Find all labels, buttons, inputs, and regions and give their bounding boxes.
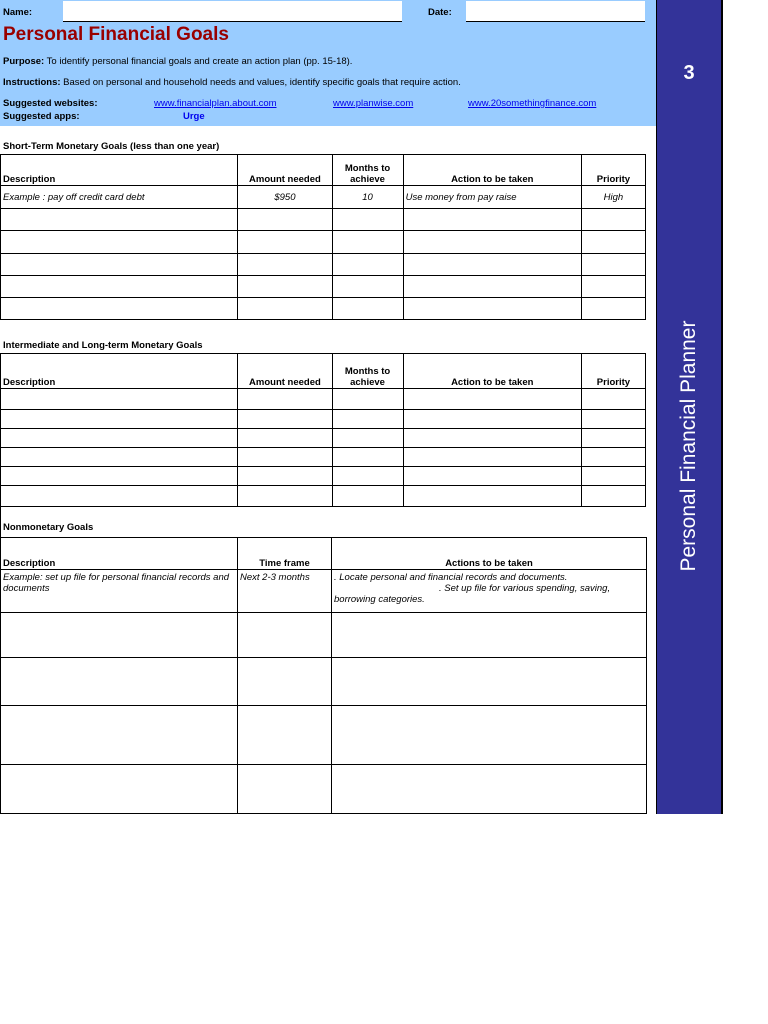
short-term-title: Short-Term Monetary Goals (less than one year) <box>3 141 220 152</box>
purpose-line <box>3 56 643 67</box>
example-description[interactable]: Example : pay off credit card debt <box>1 186 238 209</box>
cell[interactable] <box>238 613 332 658</box>
column-header: Months to achieve <box>332 354 403 389</box>
instructions-label: Instructions: <box>3 77 61 88</box>
cell[interactable] <box>403 486 581 507</box>
cell[interactable] <box>403 231 581 254</box>
cell[interactable] <box>1 209 238 231</box>
cell[interactable] <box>238 276 332 298</box>
cell[interactable] <box>332 254 403 276</box>
cell[interactable] <box>403 254 581 276</box>
table-row <box>1 429 646 448</box>
example-amount[interactable]: $950 <box>238 186 332 209</box>
long-term-title: Intermediate and Long-term Monetary Goals <box>3 340 203 351</box>
long-term-table <box>0 353 646 507</box>
nonmonetary-table <box>0 537 647 814</box>
cell[interactable] <box>581 231 645 254</box>
cell[interactable] <box>332 448 403 467</box>
table-row <box>1 658 647 706</box>
cell[interactable] <box>1 486 238 507</box>
column-header: Time frame <box>238 538 332 570</box>
cell[interactable] <box>332 276 403 298</box>
cell[interactable] <box>403 209 581 231</box>
date-label: Date: <box>428 7 452 18</box>
table-header-row <box>1 354 646 389</box>
website-link-20somethingfinance[interactable]: www.20somethingfinance.com <box>468 98 597 109</box>
cell[interactable] <box>1 276 238 298</box>
cell[interactable] <box>238 389 332 410</box>
short-term-table <box>0 154 646 320</box>
table-row <box>1 486 646 507</box>
cell[interactable] <box>332 486 403 507</box>
cell[interactable] <box>238 429 332 448</box>
table-row <box>1 570 647 613</box>
example-priority[interactable]: High <box>581 186 645 209</box>
cell[interactable] <box>332 298 403 320</box>
cell[interactable] <box>581 429 645 448</box>
table-row <box>1 276 646 298</box>
table-row <box>1 231 646 254</box>
websites-label: Suggested websites: <box>3 98 98 109</box>
column-header: Description <box>1 354 238 389</box>
table-row <box>1 254 646 276</box>
cell[interactable] <box>403 410 581 429</box>
example-description[interactable]: Example: set up file for personal financial records and documents <box>1 570 238 613</box>
cell[interactable] <box>332 467 403 486</box>
divider <box>0 507 1 537</box>
cell[interactable] <box>581 209 645 231</box>
cell[interactable] <box>238 765 332 814</box>
table-row <box>1 613 647 658</box>
cell[interactable] <box>332 613 647 658</box>
example-action-line: borrowing categories. <box>334 594 425 605</box>
cell[interactable] <box>332 765 647 814</box>
cell[interactable] <box>403 276 581 298</box>
example-action[interactable]: Use money from pay raise <box>403 186 581 209</box>
cell[interactable] <box>1 410 238 429</box>
table-header-row <box>1 538 647 570</box>
cell[interactable] <box>403 448 581 467</box>
cell[interactable] <box>238 448 332 467</box>
website-link-financialplan[interactable]: www.financialplan.about.com <box>154 98 277 109</box>
cell[interactable] <box>238 254 332 276</box>
cell[interactable] <box>403 429 581 448</box>
purpose-label: Purpose: <box>3 56 45 67</box>
cell[interactable] <box>581 276 645 298</box>
column-header: Action to be taken <box>403 155 581 186</box>
side-panel-title: Personal Financial Planner <box>677 320 700 572</box>
name-field[interactable] <box>63 1 402 22</box>
column-header: Priority <box>581 354 645 389</box>
table-row <box>1 448 646 467</box>
cell[interactable] <box>581 389 645 410</box>
table-header-row <box>1 155 646 186</box>
cell[interactable] <box>1 298 238 320</box>
cell[interactable] <box>403 389 581 410</box>
cell[interactable] <box>581 298 645 320</box>
cell[interactable] <box>581 254 645 276</box>
cell[interactable] <box>238 706 332 765</box>
cell[interactable] <box>1 389 238 410</box>
cell[interactable] <box>332 706 647 765</box>
column-header: Amount needed <box>238 155 332 186</box>
cell[interactable] <box>1 467 238 486</box>
table-row <box>1 298 646 320</box>
example-action-line: . Set up file for various spending, saving, <box>439 583 611 594</box>
cell[interactable] <box>238 486 332 507</box>
cell[interactable] <box>238 298 332 320</box>
example-action-line: . Locate personal and financial records and documents. <box>334 572 568 583</box>
table-row <box>1 186 646 209</box>
apps-label: Suggested apps: <box>3 111 80 122</box>
app-name: Urge <box>183 111 205 122</box>
table-row <box>1 209 646 231</box>
example-actions[interactable] <box>332 570 647 613</box>
date-field[interactable] <box>466 1 645 22</box>
table-row <box>1 389 646 410</box>
column-header: Description <box>1 155 238 186</box>
cell[interactable] <box>581 467 645 486</box>
column-header: Action to be taken <box>403 354 581 389</box>
column-header: Amount needed <box>238 354 332 389</box>
cell[interactable] <box>238 467 332 486</box>
cell[interactable] <box>238 410 332 429</box>
column-header: Months to achieve <box>332 155 403 186</box>
cell[interactable] <box>1 254 238 276</box>
cell[interactable] <box>1 765 238 814</box>
cell[interactable] <box>1 448 238 467</box>
column-header: Priority <box>581 155 645 186</box>
purpose-text: To identify personal financial goals and create an action plan (pp. 15-18). <box>46 56 353 67</box>
page-title: Personal Financial Goals <box>3 24 229 45</box>
cell[interactable] <box>581 448 645 467</box>
table-row <box>1 467 646 486</box>
instructions-text: Based on personal and household needs and values, identify specific goals that require action. <box>63 77 461 88</box>
example-time-frame[interactable]: Next 2-3 months <box>238 570 332 613</box>
column-header: Actions to be taken <box>332 538 647 570</box>
example-months[interactable]: 10 <box>332 186 403 209</box>
side-panel <box>656 0 723 814</box>
table-row <box>1 765 647 814</box>
column-header: Description <box>1 538 238 570</box>
cell[interactable] <box>581 486 645 507</box>
cell[interactable] <box>238 231 332 254</box>
nonmonetary-title: Nonmonetary Goals <box>3 522 94 533</box>
cell[interactable] <box>332 658 647 706</box>
cell[interactable] <box>238 658 332 706</box>
cell[interactable] <box>581 410 645 429</box>
cell[interactable] <box>238 209 332 231</box>
cell[interactable] <box>1 613 238 658</box>
instructions-line <box>3 77 643 88</box>
name-label: Name: <box>3 7 33 18</box>
cell[interactable] <box>1 706 238 765</box>
chapter-number: 3 <box>683 62 695 84</box>
cell[interactable] <box>332 389 403 410</box>
cell[interactable] <box>332 209 403 231</box>
cell[interactable] <box>332 410 403 429</box>
cell[interactable] <box>403 467 581 486</box>
website-link-planwise[interactable]: www.planwise.com <box>333 98 414 109</box>
cell[interactable] <box>332 231 403 254</box>
cell[interactable] <box>1 231 238 254</box>
cell[interactable] <box>1 429 238 448</box>
cell[interactable] <box>332 429 403 448</box>
cell[interactable] <box>403 298 581 320</box>
table-row <box>1 410 646 429</box>
table-row <box>1 706 647 765</box>
cell[interactable] <box>1 658 238 706</box>
